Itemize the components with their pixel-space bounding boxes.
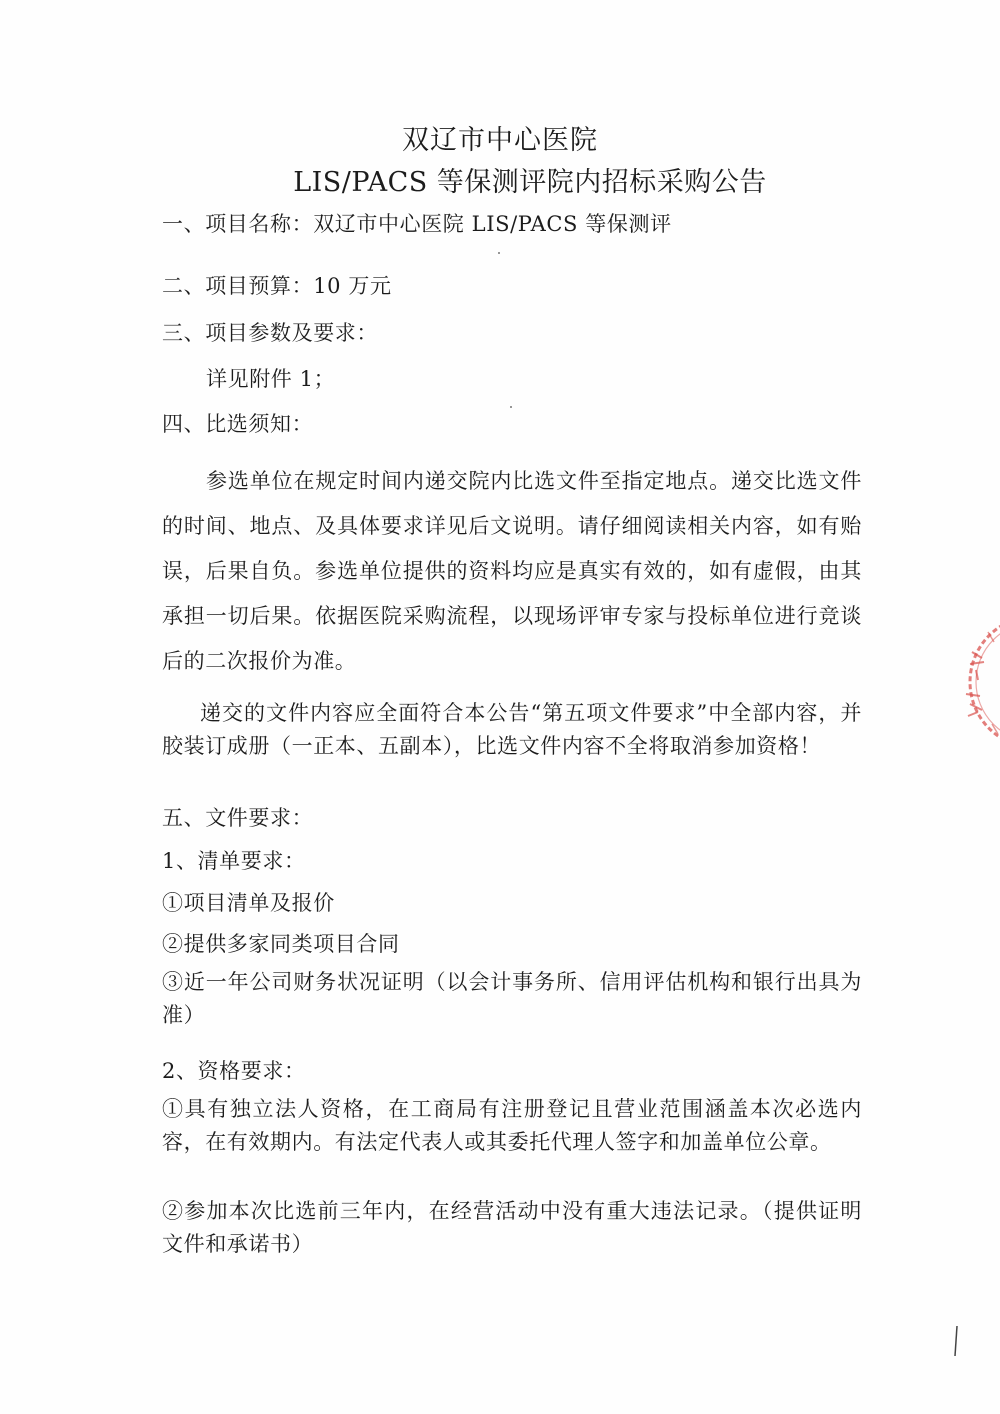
list-requirement-item: ②提供多家同类项目合同 (162, 932, 400, 956)
requirements-detail-line: 详见附件 1； (206, 367, 336, 391)
document-title-announcement: LIS/PACS 等保测评院内招标采购公告 (293, 167, 767, 198)
qualification-requirements-heading: 2、资格要求： (162, 1059, 306, 1083)
selection-notice-heading: 四、比选须知： (162, 412, 314, 436)
list-requirement-item: ③近一年公司财务状况证明（以会计事务所、信用评估机构和银行出具为准） (162, 970, 862, 1027)
qualification-requirement-item: ②参加本次比选前三年内，在经营活动中没有重大违法记录。（提供证明文件和承诺书） (162, 1199, 862, 1256)
scan-speck (498, 252, 500, 254)
qualification-requirement-item: ①具有独立法人资格，在工商局有注册登记且营业范围涵盖本次必选内容，在有效期内。有法定代表人或其委托代理人签字和加盖单位公章。 (162, 1097, 862, 1154)
margin-pen-mark (954, 1326, 958, 1356)
document-requirements-heading: 五、文件要求： (162, 806, 314, 830)
scan-speck (510, 406, 512, 408)
document-title-hospital: 双辽市中心医院 (402, 125, 598, 156)
list-requirement-item: ①项目清单及报价 (162, 891, 335, 915)
document-submission-paragraph: 递交的文件内容应全面符合本公告“第五项文件要求”中全部内容，并胶装订成册（一正本、五副本），比选文件内容不全将取消参加资格！ (162, 701, 862, 758)
selection-notice-paragraph: 参选单位在规定时间内递交院内比选文件至指定地点。递交比选文件的时间、地点、及具体要求详见后文说明。请仔细阅读相关内容，如有贻误，后果自负。参选单位提供的资料均应是真实有效的，如有虚假，由其承担一切后果。依据医院采购流程，以现场评审专家与投标单位进行竞谈后的二次报价为准。 (162, 469, 862, 673)
project-requirements-heading: 三、项目参数及要求： (162, 321, 378, 345)
project-budget-line: 二、项目预算：10 万元 (162, 274, 392, 298)
official-seal-stamp (948, 612, 1000, 752)
list-requirements-heading: 1、清单要求： (162, 849, 306, 873)
project-name-line: 一、项目名称：双辽市中心医院 LIS/PACS 等保测评 (162, 212, 672, 236)
